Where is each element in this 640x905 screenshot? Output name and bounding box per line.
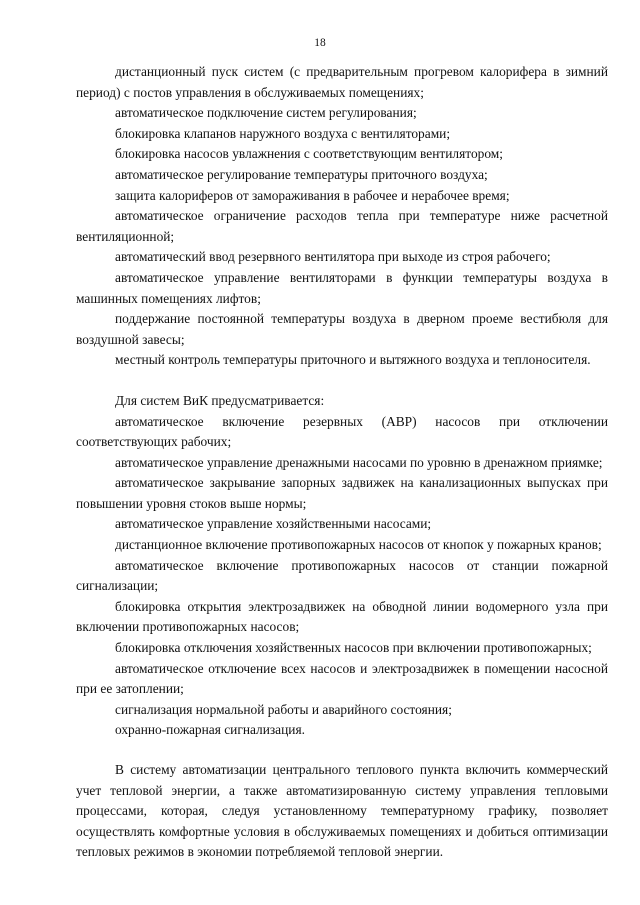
document-body xyxy=(76,62,608,863)
list-item: автоматическое включение противопожарных насосов от станции пожарной сигнализации; xyxy=(76,557,608,594)
water-sewer-requirements-list xyxy=(76,412,608,742)
list-item: блокировка насосов увлажнения с соответствующим вентилятором; xyxy=(115,146,503,162)
list-item: автоматическое управление дренажными насосами по уровню в дренажном приямке; xyxy=(115,454,603,470)
list-item: поддержание постоянной температуры воздуха в дверном проеме вестибюля для воздушной завесы; xyxy=(76,311,608,347)
list-item: автоматическое управление хозяйственными насосами; xyxy=(115,516,432,532)
list-item: автоматическое включение резервных (АВР) насосов при отключении соответствующих рабочих; xyxy=(76,413,608,450)
closing-paragraph: В систему автоматизации центрального теплового пункта включить коммерческий учет тепловой энергии, а также автоматизированную систему управления тепловыми процессами, которая, следуя установленному температурному графику, позволяет осуществлять комфортные условия в обслуживаемых помещениях и добиться оптимизации тепловых режимов в экономии потребляемой тепловой энергии. xyxy=(76,762,608,860)
list-item: блокировка открытия электрозадвижек на обводной линии водомерного узла при включении противопожарных насосов; xyxy=(76,598,608,635)
list-item: дистанционный пуск систем (с предварительным прогревом калорифера в зимний период) с постов управления в обслуживаемых помещениях; xyxy=(76,64,608,100)
list-item: блокировка клапанов наружного воздуха с вентиляторами; xyxy=(115,125,451,141)
list-item: сигнализация нормальной работы и аварийного состояния; xyxy=(115,701,452,717)
list-item: защита калориферов от замораживания в рабочее и нерабочее время; xyxy=(115,187,510,203)
page-number: 18 xyxy=(314,37,326,49)
list-item: автоматическое ограничение расходов тепла при температуре ниже расчетной вентиляционной; xyxy=(76,208,608,244)
paragraph-gap xyxy=(76,371,608,391)
list-item: автоматический ввод резервного вентилятора при выходе из строя рабочего; xyxy=(115,249,551,265)
list-item: охранно-пожарная сигнализация. xyxy=(115,722,305,738)
ventilation-requirements-list xyxy=(76,62,608,371)
section-heading: Для систем ВиК предусматривается: xyxy=(115,392,325,408)
paragraph-gap xyxy=(76,741,608,760)
list-item: блокировка отключения хозяйственных насосов при включении противопожарных; xyxy=(115,640,592,656)
list-item: автоматическое управление вентиляторами в функции температуры воздуха в машинных помещениях лифтов; xyxy=(76,269,608,306)
list-item: дистанционное включение противопожарных насосов от кнопок у пожарных кранов; xyxy=(115,537,602,553)
list-item: местный контроль температуры приточного и вытяжного воздуха и теплоносителя. xyxy=(115,352,591,368)
list-item: автоматическое подключение систем регулирования; xyxy=(115,105,417,121)
list-item: автоматическое закрывание запорных задвижек на канализационных выпусках при повышении уровня стоков выше нормы; xyxy=(76,475,608,511)
list-item: автоматическое отключение всех насосов и электрозадвижек в помещении насосной при ее затоплении; xyxy=(76,660,608,697)
list-item: автоматическое регулирование температуры приточного воздуха; xyxy=(115,166,488,182)
